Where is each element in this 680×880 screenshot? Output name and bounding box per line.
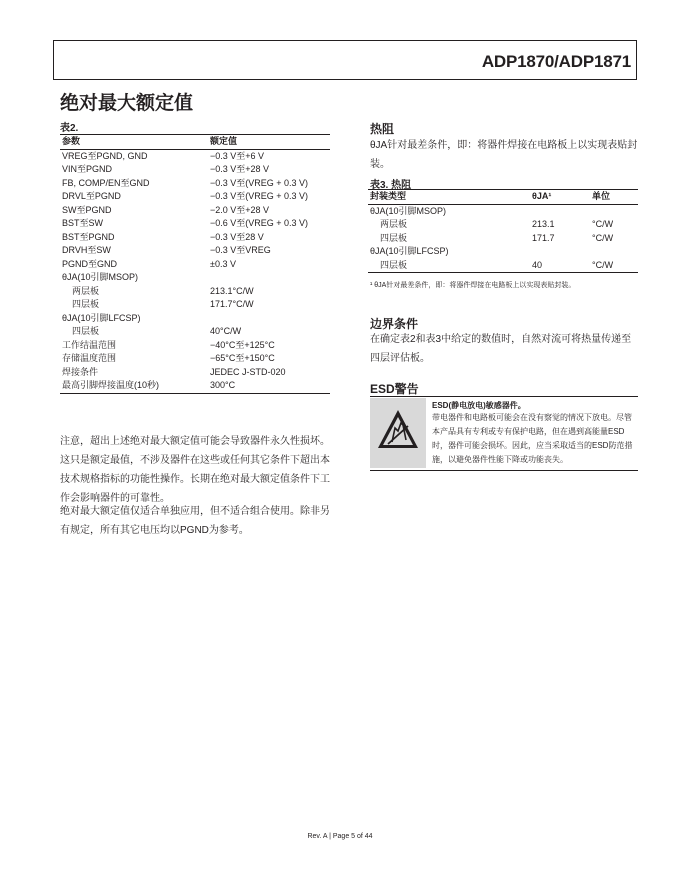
table2-param-cell: BST至PGND [62,231,115,242]
table2-row [60,149,330,163]
table2-rating-cell: −0.3 V至28 V [210,231,264,242]
table2-row [60,163,330,177]
table2 [60,134,330,394]
table2-param-cell: PGND至GND [62,258,118,269]
table2-param-cell: 存储温度范围 [62,353,117,363]
table2-rating-cell: 213.1°C/W [210,285,254,296]
esd-icon-box [370,398,426,468]
table2-rating-cell: −0.3 V至VREG [210,245,271,255]
table3-val-cell: 40 [530,259,590,273]
table2-header-rating: 额定值 [208,135,330,150]
table2-param-cell: VIN至PGND [62,164,113,174]
table2-param-cell: 焊接条件 [62,366,99,377]
table3-row [368,218,638,232]
table3-unit-cell [590,204,638,218]
table3-pkg-cell: 四层板 [368,259,530,273]
boundary-title: 边界条件 [370,317,419,331]
table2-row [60,258,330,272]
table3-footnote: ¹ θJA针对最差条件，即：将器件焊接在电路板上以实现表贴封装。 [370,282,576,289]
page-footer: Rev. A | Page 5 of 44 [307,833,373,840]
table3-unit-cell: °C/W [592,232,614,243]
table2-param-cell: 工作结温范围 [62,339,117,350]
table2-param-cell: FB, COMP/EN至GND [62,177,150,188]
table2-rating-cell [208,312,330,326]
header-title: ADP1870/ADP1871 [481,52,631,71]
table2-rating-cell: JEDEC J-STD-020 [210,366,286,377]
table2-param-cell: 最高引脚焊接温度(10秒) [60,379,208,393]
table3-row [368,204,638,218]
table3-row [368,232,638,246]
table2-header-param: 参数 [60,135,208,150]
table2-row [60,325,330,339]
table2-label: 表2. [60,123,79,134]
table2-rating-cell: 300°C [208,379,330,393]
table3-header-package: 封装类型 [368,190,530,205]
table2-row [60,271,330,285]
table2-row [60,285,330,299]
table2-body [60,149,330,393]
table2-rating-cell: −2.0 V至+28 V [210,204,270,215]
table3 [368,189,638,273]
esd-caution-text: 带电器件和电路板可能会在没有察觉的情况下放电。尽管本产品具有专利或专有保护电路，但在遇到高能量ESD时，器件可能会损坏。因此，应当采取适当的ESD防范措施，以避免器件性能下降或功能丧失。 [432,413,633,464]
table2-rating-cell: −0.3 V至+28 V [210,164,270,174]
table2-param-cell: θJA(10引脚MSOP) [62,272,139,282]
table3-label: 表3. 热阻 [370,180,412,191]
table2-param-cell: 四层板 [72,299,100,309]
table3-row [368,245,638,259]
table2-row [60,352,330,366]
table2-rating-cell [208,271,330,285]
table3-val-cell: 171.7 [532,232,555,243]
table2-param-cell: SW至PGND [62,204,112,215]
table2-rating-cell: −65°C至+150°C [210,353,275,363]
table2-param-cell: BST至SW [62,218,104,228]
table2-param-cell: VREG至PGND, GND [62,150,148,161]
note-paragraph-1: 注意，超出上述绝对最大额定值可能会导致器件永久性损坏。这只是额定最值，不涉及器件在这些或任何其它条件下超出本技术规格指标的功能性操作。长期在绝对最大额定值条件下工作会影响器件的可靠性。 [60,436,330,504]
table3-val-cell [530,204,590,218]
table2-row [60,379,330,393]
esd-title: ESD警告 [370,382,419,396]
esd-warning-icon [370,398,426,468]
table2-param-cell: 两层板 [72,285,100,296]
table2-row [60,366,330,380]
table3-header-theta: θJA¹ [530,190,590,205]
boundary-text: 在确定表2和表3中给定的数值时，自然对流可将热量传递至四层评估板。 [370,334,632,364]
table2-param-cell: DRVH至SW [62,245,111,255]
esd-bottom-rule [370,470,638,471]
table2-row [60,339,330,353]
table3-pkg-cell: 两层板 [380,219,408,229]
table3-pkg-cell: θJA(10引脚LFCSP) [370,246,449,256]
table3-header-unit: 单位 [590,190,638,205]
table3-pkg-cell: 四层板 [380,232,408,243]
table2-row [60,177,330,191]
table2-row [60,204,330,218]
esd-top-rule [370,396,638,397]
esd-caution-title: ESD(静电放电)敏感器件。 [432,401,526,410]
table2-rating-cell: 40°C/W [210,326,242,336]
table2-rating-cell: 171.7°C/W [210,299,254,309]
section-title: 绝对最大额定值 [60,93,194,114]
table2-row [60,312,330,326]
table3-unit-cell: °C/W [590,259,638,273]
table3-unit-cell: °C/W [592,219,614,229]
table2-rating-cell: −40°C至+125°C [210,339,275,350]
table3-body [368,204,638,273]
table2-param-cell: 四层板 [72,326,100,336]
table2-row [60,231,330,245]
thermal-title: 热阻 [370,122,395,136]
table3-unit-cell [590,245,638,259]
table2-row [60,190,330,204]
thermal-description: θJA针对最差条件，即：将器件焊接在电路板上以实现表贴封装。 [370,140,638,170]
table2-rating-cell: −0.3 V至+6 V [210,150,265,161]
table3-row [368,259,638,273]
table2-row [60,298,330,312]
table2-row [60,217,330,231]
table3-val-cell [530,245,590,259]
table2-param-cell: DRVL至PGND [62,191,121,201]
table2-rating-cell: −0.3 V至(VREG + 0.3 V) [210,177,309,188]
table2-row [60,244,330,258]
table2-rating-cell: ±0.3 V [210,258,236,269]
table3-val-cell: 213.1 [532,219,555,229]
table2-param-cell: θJA(10引脚LFCSP) [62,312,141,323]
table2-rating-cell: −0.6 V至(VREG + 0.3 V) [210,218,309,228]
table3-pkg-cell: θJA(10引脚MSOP) [370,205,447,216]
table2-rating-cell: −0.3 V至(VREG + 0.3 V) [210,191,309,201]
note-paragraph-2: 绝对最大额定值仅适合单独应用，但不适合组合使用。除非另有规定，所有其它电压均以PGND为参考。 [60,506,330,536]
